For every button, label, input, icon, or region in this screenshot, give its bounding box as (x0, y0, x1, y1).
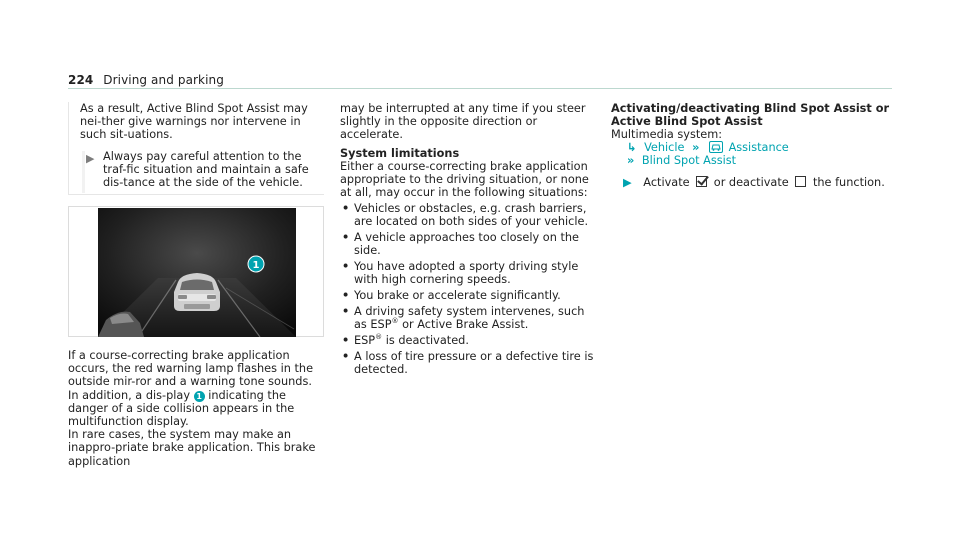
continued-paragraph: may be interrupted at any time if you steer slightly in the opposite direction or accelerate. (340, 102, 586, 141)
left-body (68, 349, 324, 468)
right-column (611, 102, 891, 189)
function-label: the function. (812, 176, 885, 189)
list-item: • You brake or accelerate significantly. (340, 289, 600, 302)
checked-checkbox-icon (696, 176, 707, 187)
menu-item-vehicle[interactable]: Vehicle (644, 141, 685, 154)
section-title: Driving and parking (103, 73, 224, 87)
menu-path (623, 141, 891, 167)
list-item: • ESP® is deactivated. (340, 334, 600, 347)
body-paragraph-2: In rare cases, the system may make an inappro-priate brake application. This brake application (68, 428, 316, 468)
arrow-right-icon: ↳ (627, 141, 637, 154)
list-item: • A vehicle approaches too closely on the side. (340, 231, 600, 257)
body-p1-before: If a course-correcting brake application occurs, the red warning lamp flashes in the outside mir-ror and a warning tone sounds. In addition, a dis-play (68, 349, 314, 402)
note-bar (82, 151, 85, 193)
figure-callout: 1 (252, 260, 260, 271)
menu-item-assistance[interactable]: Assistance (728, 141, 789, 154)
list-item: • A loss of tire pressure or a defective tire is detected. (340, 350, 600, 376)
triangle-right-icon: ▶ (86, 152, 95, 165)
system-limitations-heading: System limitations (340, 147, 460, 160)
limitations-list (340, 202, 600, 376)
double-chevron-icon: » (627, 154, 635, 167)
note-box (68, 102, 324, 195)
deactivate-label: or deactivate (713, 176, 789, 189)
list-item: • You have adopted a sporty driving style with high cornering speeds. (340, 260, 600, 286)
activate-label: Activate (643, 176, 690, 189)
body-p1-after: indicating the danger of a side collision appears in the multifunction display. (68, 388, 295, 429)
menu-item-blind-spot-assist[interactable]: Blind Spot Assist (641, 154, 737, 167)
list-item: • A driving safety system intervenes, such as ESP® or Active Brake Assist. (340, 305, 600, 331)
illustration-figure (68, 206, 324, 337)
page-number: 224 (68, 73, 94, 87)
list-item: • Vehicles or obstacles, e.g. crash barriers, are located on both sides of your vehicle. (340, 202, 600, 228)
limitations-intro: Either a course-correcting brake application appropriate to the driving situation, or none at all, may occur in the following situations: (340, 160, 589, 199)
middle-column (340, 102, 600, 376)
page-header (68, 73, 224, 87)
double-chevron-icon: » (692, 141, 700, 154)
safety-tip: Always pay careful attention to the traf-fic situation and maintain a safe dis-tance at the side of the vehicle. (103, 150, 309, 189)
triangle-right-icon: ▶ (623, 176, 632, 189)
blind-spot-illustration (98, 208, 296, 337)
result-paragraph: As a result, Active Blind Spot Assist may nei-ther give warnings nor intervene in such sit-uations. (80, 102, 308, 141)
multimedia-label: Multimedia system: (611, 128, 723, 141)
callout-badge: 1 (194, 391, 205, 402)
body-paragraph-1 (68, 349, 324, 428)
vehicle-assist-icon (709, 141, 723, 153)
header-rule (68, 88, 892, 89)
action-step (623, 176, 891, 189)
section-heading: Activating/deactivating Blind Spot Assist or Active Blind Spot Assist (611, 102, 890, 128)
unchecked-checkbox-icon (795, 176, 806, 187)
